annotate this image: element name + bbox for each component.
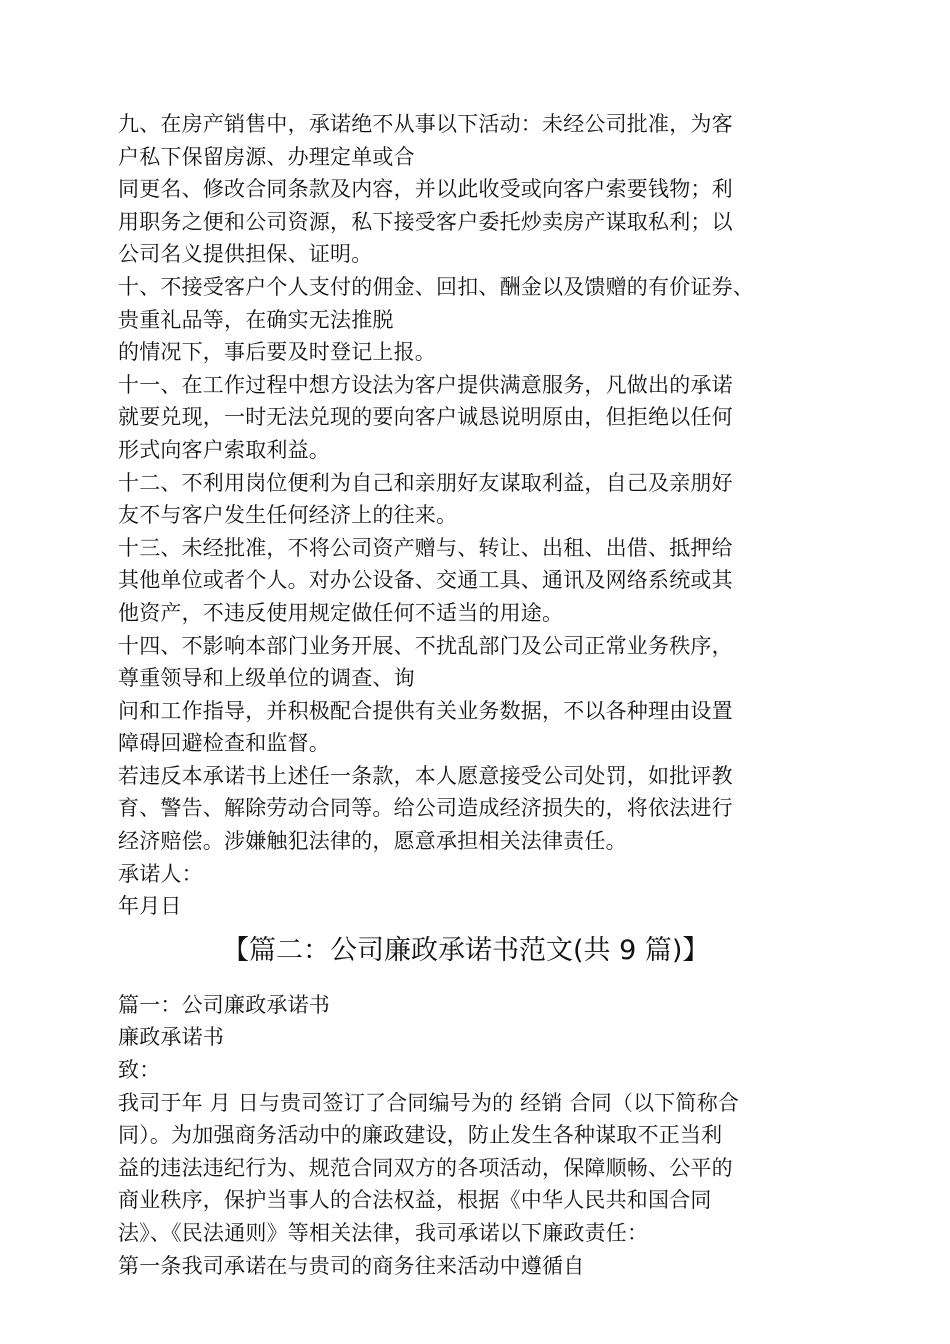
text-line: 致： <box>118 1058 161 1083</box>
text-line: 他资产，不违反使用规定做任何不适当的用途。 <box>118 600 564 625</box>
date-label: 年月日 <box>118 894 182 919</box>
text-line: 形式向客户索取利益。 <box>118 437 330 462</box>
text-line: 第一条我司承诺在与贵司的商务往来活动中遵循自 <box>118 1253 585 1278</box>
text-line: 十四、不影响本部门业务开展、不扰乱部门及公司正常业务秩序， <box>118 633 733 658</box>
text-line: 贵重礼品等，在确实无法推脱 <box>118 307 394 332</box>
text-line: 若违反本承诺书上述任一条款，本人愿意接受公司处罚，如批评教 <box>118 763 733 788</box>
signer-label: 承诺人： <box>118 861 203 886</box>
text-line: 经济赔偿。涉嫌触犯法律的，愿意承担相关法律责任。 <box>118 829 627 854</box>
text-line: 户私下保留房源、办理定单或合 <box>118 144 415 169</box>
text-line: 其他单位或者个人。对办公设备、交通工具、通讯及网络系统或其 <box>118 568 733 593</box>
text-line: 益的违法违纪行为、规范合同双方的各项活动，保障顺畅、公平的 <box>118 1155 733 1180</box>
text-line: 育、警告、解除劳动合同等。给公司造成经济损失的，将依法进行 <box>118 796 733 821</box>
text-line: 问和工作指导，并积极配合提供有关业务数据，不以各种理由设置 <box>118 698 733 723</box>
text-line: 用职务之便和公司资源，私下接受客户委托炒卖房产谋取私利；以 <box>118 209 733 234</box>
text-line: 十、不接受客户个人支付的佣金、回扣、酬金以及馈赠的有价证券、 <box>118 274 754 299</box>
text-line: 尊重领导和上级单位的调查、询 <box>118 666 415 691</box>
text-line: 法》、《民法通则》等相关法律，我司承诺以下廉政责任： <box>118 1221 649 1245</box>
text-line: 九、在房产销售中，承诺绝不从事以下活动：未经公司批准，为客 <box>118 112 733 136</box>
text-line: 障碍回避检查和监督。 <box>118 731 330 756</box>
text-line: 廉政承诺书 <box>118 1025 224 1050</box>
commitment-clauses <box>118 108 858 923</box>
text-line: 就要兑现，一时无法兑现的要向客户诚恳说明原由，但拒绝以任何 <box>118 405 733 430</box>
text-line: 同更名、修改合同条款及内容，并以此收受或向客户索要钱物；利 <box>118 177 733 202</box>
text-line: 的情况下，事后要及时登记上报。 <box>118 340 436 365</box>
text-line: 商业秩序，保护当事人的合法权益，根据《中华人民共和国合同 <box>118 1188 712 1213</box>
text-line: 十二、不利用岗位便利为自己和亲朋好友谋取利益，自己及亲朋好 <box>118 470 733 495</box>
text-line: 我司于年 月 日与贵司签订了合同编号为的 经销 合同（以下简称合 <box>118 1090 740 1115</box>
text-line: 十一、在工作过程中想方设法为客户提供满意服务，凡做出的承诺 <box>118 372 733 397</box>
section-heading: 【篇二：公司廉政承诺书范文(共 9 篇)】 <box>222 934 710 966</box>
text-line: 公司名义提供担保、证明。 <box>118 242 373 267</box>
integrity-letter <box>118 989 858 1282</box>
document-page <box>118 108 858 1282</box>
text-line: 十三、未经批准，不将公司资产赠与、转让、出租、出借、抵押给 <box>118 535 733 560</box>
text-line: 同）。为加强商务活动中的廉政建设，防止发生各种谋取不正当利 <box>118 1123 723 1148</box>
text-line: 篇一：公司廉政承诺书 <box>118 992 330 1017</box>
text-line: 友不与客户发生任何经济上的往来。 <box>118 503 458 528</box>
